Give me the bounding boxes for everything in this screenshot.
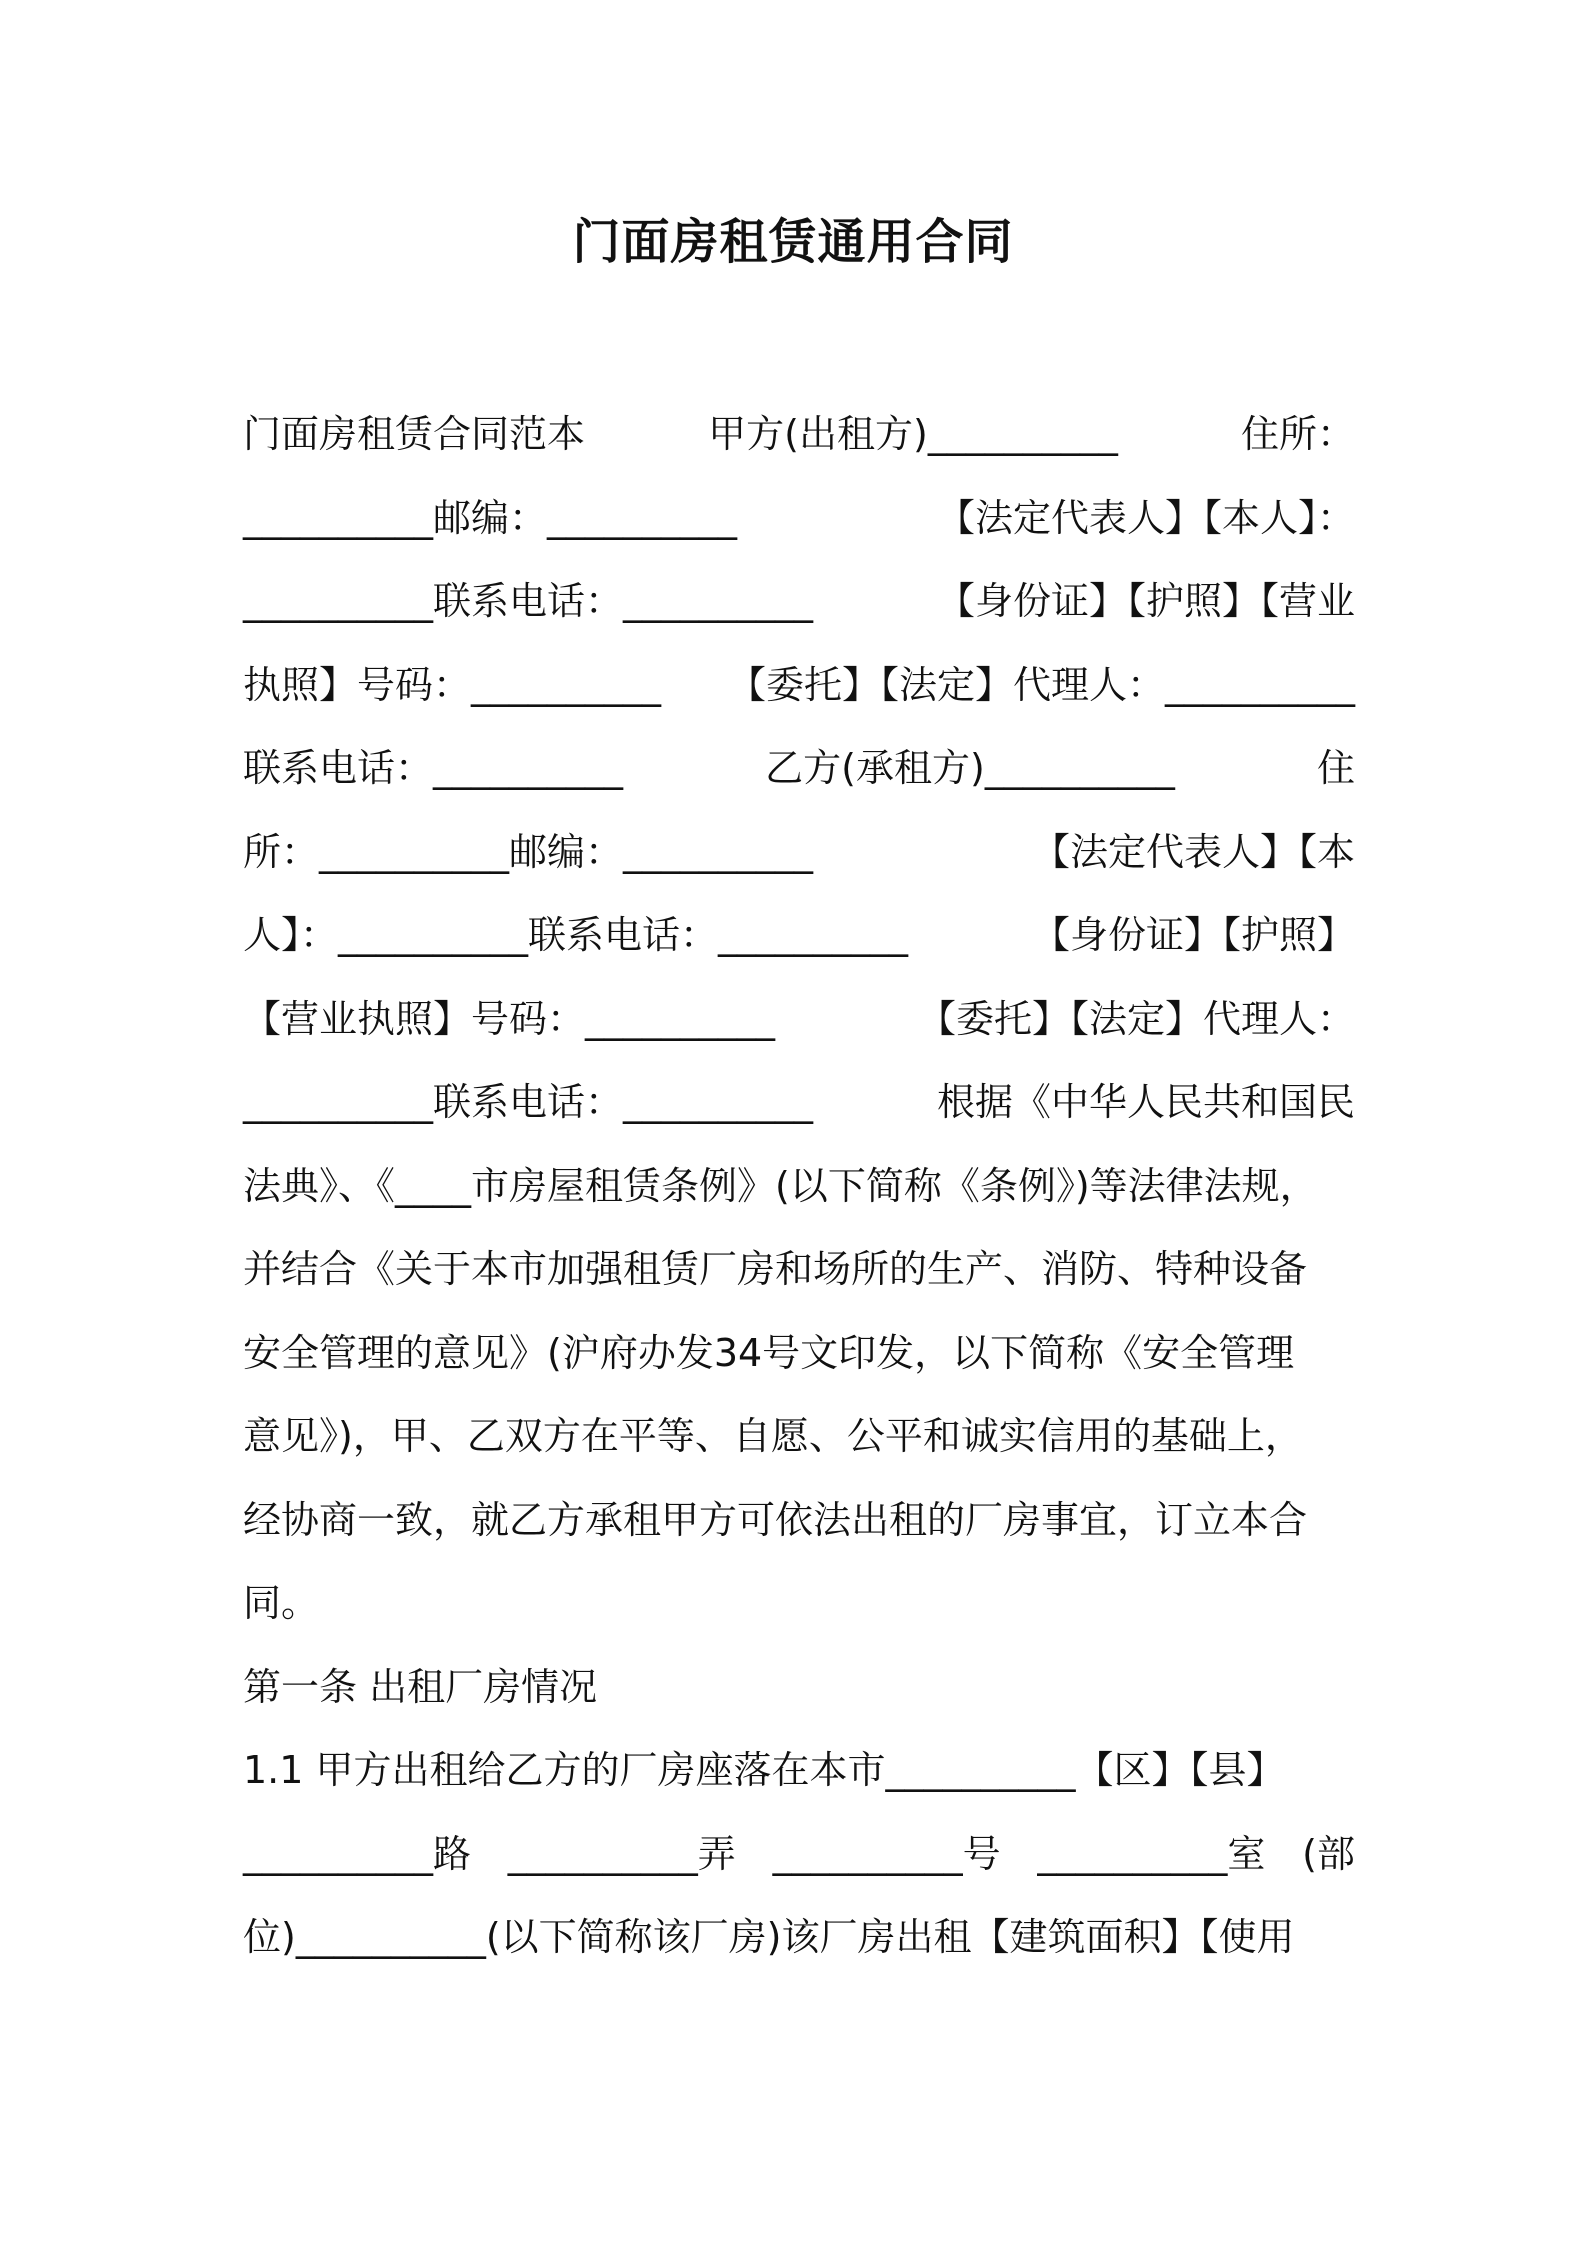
body-line <box>243 1144 1355 1228</box>
body-line <box>243 1060 1355 1144</box>
body-line <box>243 1394 1355 1478</box>
body-line-segment: 【营业执照】号码：__________ <box>243 996 776 1041</box>
body-line-segment: 并结合《关于本市加强租赁厂房和场所的生产、消防、特种设备 <box>243 1247 1308 1291</box>
document-title: 门面房租赁通用合同 <box>572 214 1014 270</box>
body-line-segment: 联系电话：__________ <box>243 746 624 790</box>
body-line <box>243 893 1355 977</box>
body-line <box>243 476 1355 560</box>
body-line-segment: 【法定代表人】【本人】： <box>936 495 1355 540</box>
body-line-segment: 根据《中华人民共和国民 <box>936 1080 1355 1124</box>
body-line-segment: 【委托】【法定】代理人： <box>917 996 1355 1041</box>
body-line <box>243 643 1355 727</box>
body-line-segment: __________弄 <box>507 1831 736 1876</box>
body-line <box>243 1895 1355 1979</box>
body-line <box>243 810 1355 894</box>
body-line <box>243 1311 1355 1395</box>
body-line <box>243 1227 1355 1311</box>
body-line-segment: 甲方(出租方)__________ <box>708 412 1118 456</box>
body-line <box>243 1478 1355 1562</box>
body-line-segment: 【法定代表人】【本 <box>1031 829 1355 874</box>
body-line-segment: 门面房租赁合同范本 <box>243 412 586 456</box>
body-line <box>243 1561 1355 1645</box>
body-line <box>243 392 1355 476</box>
body-line-segment: 位)__________(以下简称该厂房)该厂房出租【建筑面积】【使用 <box>243 1915 1295 1959</box>
body-line-segment: __________室 <box>1037 1831 1266 1876</box>
body-line <box>243 726 1355 810</box>
body-line-segment: 住所： <box>1240 412 1355 456</box>
body-line-segment: 住 <box>1316 746 1355 790</box>
body-line-segment: __________邮编：__________ <box>243 495 738 540</box>
body-line <box>243 1812 1355 1896</box>
body-line-segment: 安全管理的意见》(沪府办发34号文印发，以下简称《安全管理 <box>243 1330 1295 1375</box>
body-line-segment: 【身份证】【护照】 <box>1031 913 1355 957</box>
body-line-segment: (部 <box>1302 1831 1355 1876</box>
body-line-segment: 所：__________邮编：__________ <box>243 829 814 874</box>
body-line-segment: 第一条 出租厂房情况 <box>243 1664 598 1709</box>
body-line-segment: 【委托】【法定】代理人：__________ <box>727 662 1355 707</box>
body-line-segment: 乙方(承租方)__________ <box>765 746 1175 790</box>
body-line-segment: __________联系电话：__________ <box>243 579 814 623</box>
body-line-segment: __________联系电话：__________ <box>243 1080 814 1124</box>
body-line-segment: 法典》、《____市房屋租赁条例》(以下简称《条例》)等法律法规， <box>243 1163 1318 1208</box>
body-line-segment: 【身份证】【护照】【营业 <box>936 579 1355 623</box>
body-line <box>243 977 1355 1061</box>
body-line-segment: 人】：__________联系电话：__________ <box>243 913 909 957</box>
body-line-segment: 1.1 甲方出租给乙方的厂房座落在本市__________【区】【县】 <box>243 1748 1285 1792</box>
body-line-segment: __________路 <box>243 1831 472 1876</box>
body-line-segment: __________号 <box>772 1831 1001 1876</box>
body-line-segment: 意见》)，甲、乙双方在平等、自愿、公平和诚实信用的基础上， <box>243 1414 1303 1458</box>
body-line-segment: 经协商一致，就乙方承租甲方可依法出租的厂房事宜，订立本合 <box>243 1497 1308 1542</box>
body-line <box>243 1645 1355 1729</box>
body-line <box>243 559 1355 643</box>
body-line-segment: 执照】号码：__________ <box>243 662 662 707</box>
body-line-segment: 同。 <box>243 1581 320 1625</box>
body-line <box>243 1728 1355 1812</box>
